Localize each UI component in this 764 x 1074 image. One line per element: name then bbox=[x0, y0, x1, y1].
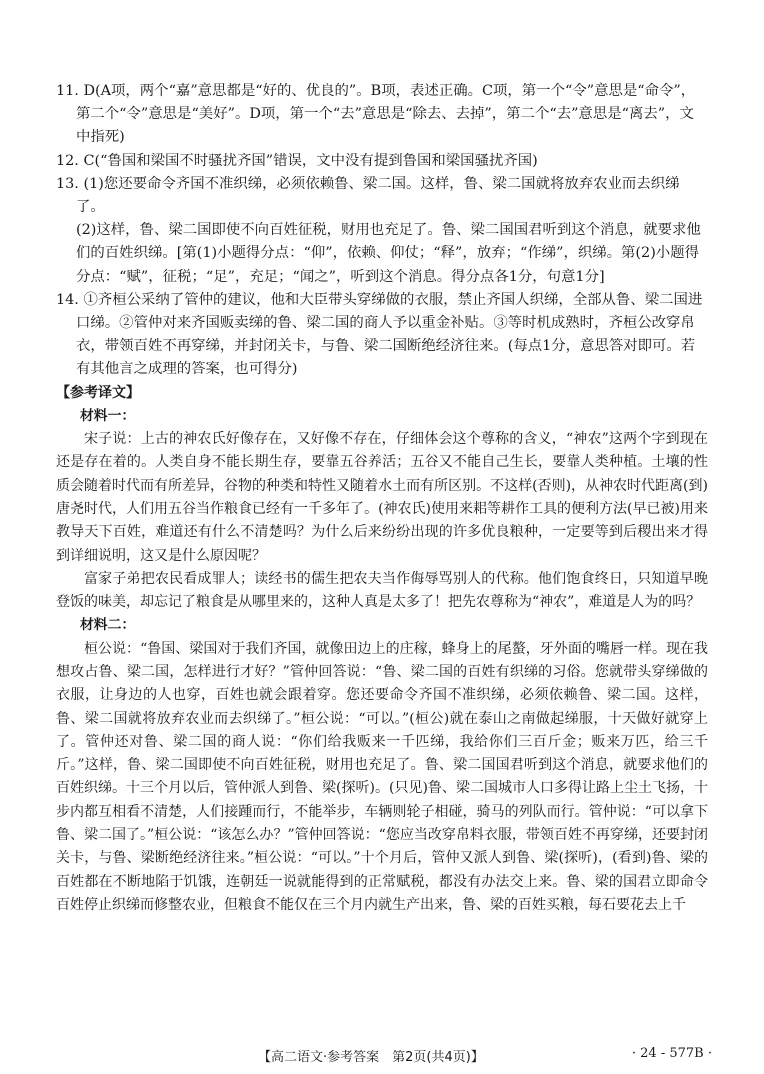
page-footer bbox=[0, 1046, 764, 1064]
answer-14: 14. ①齐桓公采纳了管仲的建议，他和大臣带头穿绨做的衣服，禁止齐国人织绨，全部从鲁、梁二国进口绨。②管仲对来齐国贩卖绨的鲁、梁二国的商人予以重金补贴。③等时机成熟时，齐桓公改穿帛衣，带领百姓不再穿绨，并封闭关卡，与鲁、梁二国断绝经济往来。(每点1分，意思答对即可。若有其他言之成理的答案，也可得分) bbox=[56, 291, 703, 378]
material-2-paragraph-1: 桓公说：“鲁国、梁国对于我们齐国，就像田边上的庄稼，蜂身上的尾螯，牙外面的嘴唇一样。现在我想攻占鲁、梁二国，怎样进行才好？”管仲回答说：“鲁、梁二国的百姓有织绨的习俗。您就带头穿绨做的衣服，让身边的人也穿，百姓也就会跟着穿。您还要命令齐国不准织绨，必须依赖鲁、梁二国。这样，鲁、梁二国就将放弃农业而去织绨了。”桓公说：“可以。”(桓公)就在泰山之南做起绨服，十天做好就穿上了。管仲还对鲁、梁二国的商人说：“你们给我贩来一千匹绨，我给你们三百斤金；贩来万匹，给三千斤。”这样，鲁、梁二国即使不向百姓征税，财用也充足了。鲁、梁二国国君听到这个消息，就要求他们的百姓织绨。十三个月以后，管仲派人到鲁、梁(探听)。(只见)鲁、梁二国城市人口多得让路上尘土飞扬，十步内都互相看不清楚，人们接踵而行，不能举步，车辆则轮子相碰，骑马的列队而行。管仲说：“可以拿下鲁、梁二国了。”桓公说：“该怎么办？”管仲回答说：“您应当改穿帛料衣服，带领百姓不再穿绨，还要封闭关卡，与鲁、梁断绝经济往来。”桓公说：“可以。”十个月后，管仲又派人到鲁、梁(探听)，(看到)鲁、梁的百姓都在不断地陷于饥饿，连朝廷一说就能得到的正常赋税，都没有办法交上来。鲁、梁的国君立即命令百姓停止织绨而修整农业，但粮食不能仅在三个月内就生产出来，鲁、梁的百姓买粮，每石要花去上千 bbox=[56, 640, 708, 913]
footer-code: · 24 - 577B · bbox=[631, 1046, 712, 1061]
answer-13: 13. (1)您还要命令齐国不准织绨，必须依赖鲁、梁二国。这样，鲁、梁二国就将放弃农业而去织绨了。 bbox=[56, 175, 680, 216]
material-1-paragraph-1: 宋子说：上古的神农氏好像存在，又好像不存在，仔细体会这个尊称的含义，“神农”这两个字到现在还是存在着的。人类自身不能长期生存，要靠五谷养活；五谷又不能自己生长，要靠人类种植。土壤的性质会随着时代而有所差异，谷物的种类和特性又随着水土而有所区别。不这样(否则)，从神农时代距离(到)唐尧时代，人们用五谷当作粮食已经有一千多年了。(神农氏)使用来耜等耕作工具的便利方法(早已被)用来教导天下百姓，难道还有什么不清楚吗？为什么后来纷纷出现的许多优良粮种，一定要等到后稷出来才得到详细说明，这又是什么原因呢？ bbox=[56, 431, 708, 564]
reference-translation-heading: 【参考译文】 bbox=[56, 384, 140, 401]
footer-page-info: 【高二语文·参考答案 第2页(共4页)】 bbox=[258, 1050, 484, 1065]
material-1-paragraph-2: 富家子弟把农民看成罪人；读经书的儒生把农夫当作侮辱骂别人的代称。他们饱食终日，只知道早晚登饭的味美，却忘记了粮食是从哪里来的，这种人真是太多了！把先农尊称为“神农”，难道是人为的吗？ bbox=[56, 570, 708, 611]
answer-12: 12. C(“鲁国和梁国不时骚扰齐国”错误，文中没有提到鲁国和梁国骚扰齐国) bbox=[56, 152, 538, 169]
answer-section bbox=[56, 80, 708, 917]
material-2-title: 材料二： bbox=[80, 617, 136, 634]
material-1-title: 材料一： bbox=[80, 407, 136, 424]
answer-13-part-2: (2)这样，鲁、梁二国即使不向百姓征税，财用也充足了。鲁、梁二国国君听到这个消息，就要求他们的百姓织绨。[第(1)小题得分点：“仰”，依赖、仰仗；“释”，放弃；“作绨”，织绨。第(2)小题得分点：“赋”，征税；“足”，充足；“闻之”，听到这个消息。得分点各1分，句意1分] bbox=[76, 222, 701, 285]
answer-11: 11. D(A项，两个“嘉”意思都是“好的、优良的”。B项，表述正确。C项，第一个“令”意思是“命令”，第二个“令”意思是“美好”。D项，第一个“去”意思是“除去、去掉”，第二个“去”意思是“离去”，文中指死) bbox=[56, 83, 696, 146]
